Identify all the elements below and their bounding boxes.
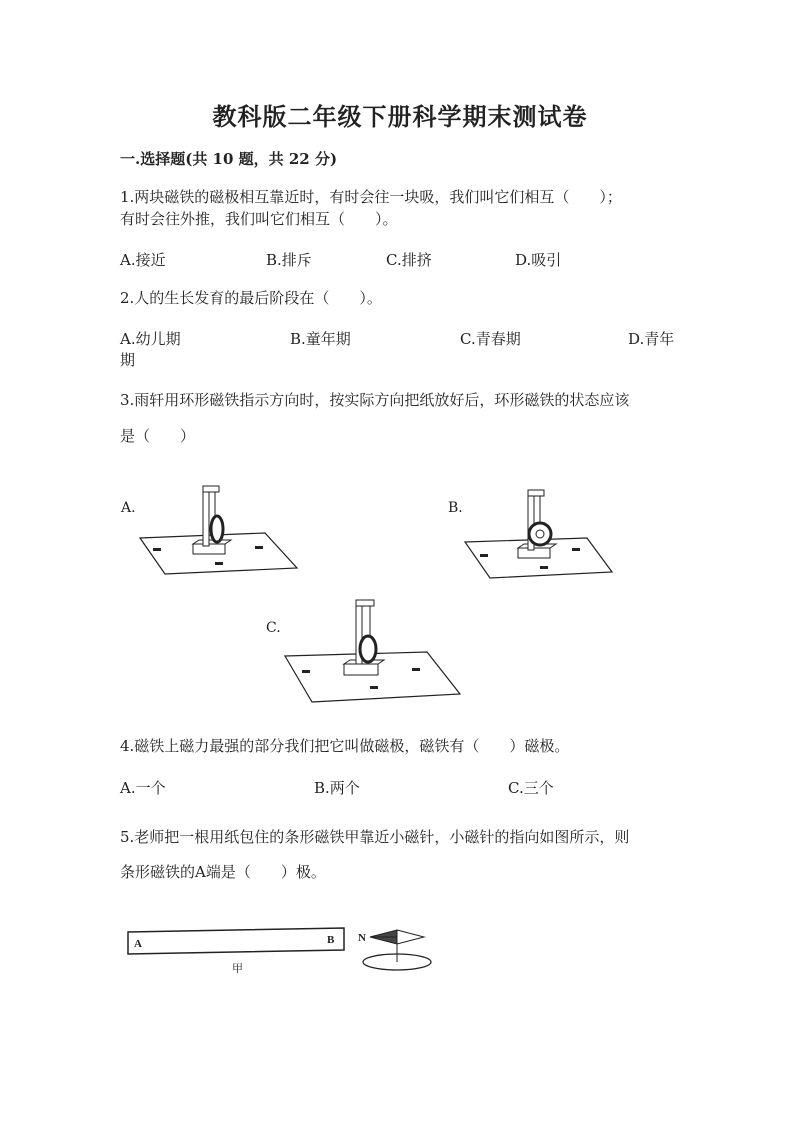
- page-title: 教科版二年级下册科学期末测试卷: [212, 102, 588, 131]
- magnet-name-label: 甲: [232, 962, 243, 975]
- question-3-line-2: 是（ ）: [120, 427, 196, 445]
- question-1-line-1: 1.两块磁铁的磁极相互靠近时，有时会往一块吸，我们叫它们相互（ ）；: [120, 188, 622, 206]
- compass-needle-diagram: [356, 924, 436, 972]
- q2-option-d: D.青年: [628, 330, 675, 348]
- question-4-line-1: 4.磁铁上磁力最强的部分我们把它叫做磁极，磁铁有（ ）磁极。: [120, 737, 570, 755]
- q1-option-a: A.接近: [120, 251, 166, 269]
- q4-option-b: B.两个: [314, 779, 360, 797]
- q2-option-a: A.幼儿期: [120, 330, 181, 348]
- question-3-line-1: 3.雨轩用环形磁铁指示方向时，按实际方向把纸放好后，环形磁铁的状态应该: [120, 391, 630, 409]
- q2-option-b: B.童年期: [290, 330, 351, 348]
- figure-b-label: B.: [448, 500, 463, 516]
- magnet-end-a-label: A: [134, 938, 142, 950]
- section-heading: 一.选择题(共 10 题，共 22 分): [120, 150, 338, 168]
- figure-c-label: C.: [266, 620, 281, 636]
- needle-n-label: N: [358, 932, 366, 944]
- figure-a-stand-diagram: [135, 478, 300, 578]
- figure-c-stand-diagram: [282, 594, 462, 704]
- q4-option-c: C.三个: [508, 779, 554, 797]
- figure-b-stand-diagram: [462, 486, 617, 581]
- question-5-line-2: 条形磁铁的A端是（ ）极。: [120, 863, 326, 881]
- q1-option-b: B.排斥: [266, 251, 312, 269]
- q1-option-d: D.吸引: [515, 251, 562, 269]
- q4-option-a: A.一个: [120, 779, 166, 797]
- question-2-line-1: 2.人的生长发育的最后阶段在（ ）。: [120, 289, 382, 307]
- question-1-line-2: 有时会往外推，我们叫它们相互（ ）。: [120, 210, 398, 228]
- q2-option-c: C.青春期: [460, 330, 521, 348]
- figure-a-label: A.: [121, 500, 136, 516]
- bar-magnet-diagram: [128, 926, 348, 976]
- magnet-end-b-label: B: [327, 934, 335, 946]
- question-5-line-1: 5.老师把一根用纸包住的条形磁铁甲靠近小磁针，小磁针的指向如图所示，则: [120, 828, 630, 846]
- q1-option-c: C.排挤: [386, 251, 432, 269]
- q2-option-d-wrap: 期: [120, 351, 136, 369]
